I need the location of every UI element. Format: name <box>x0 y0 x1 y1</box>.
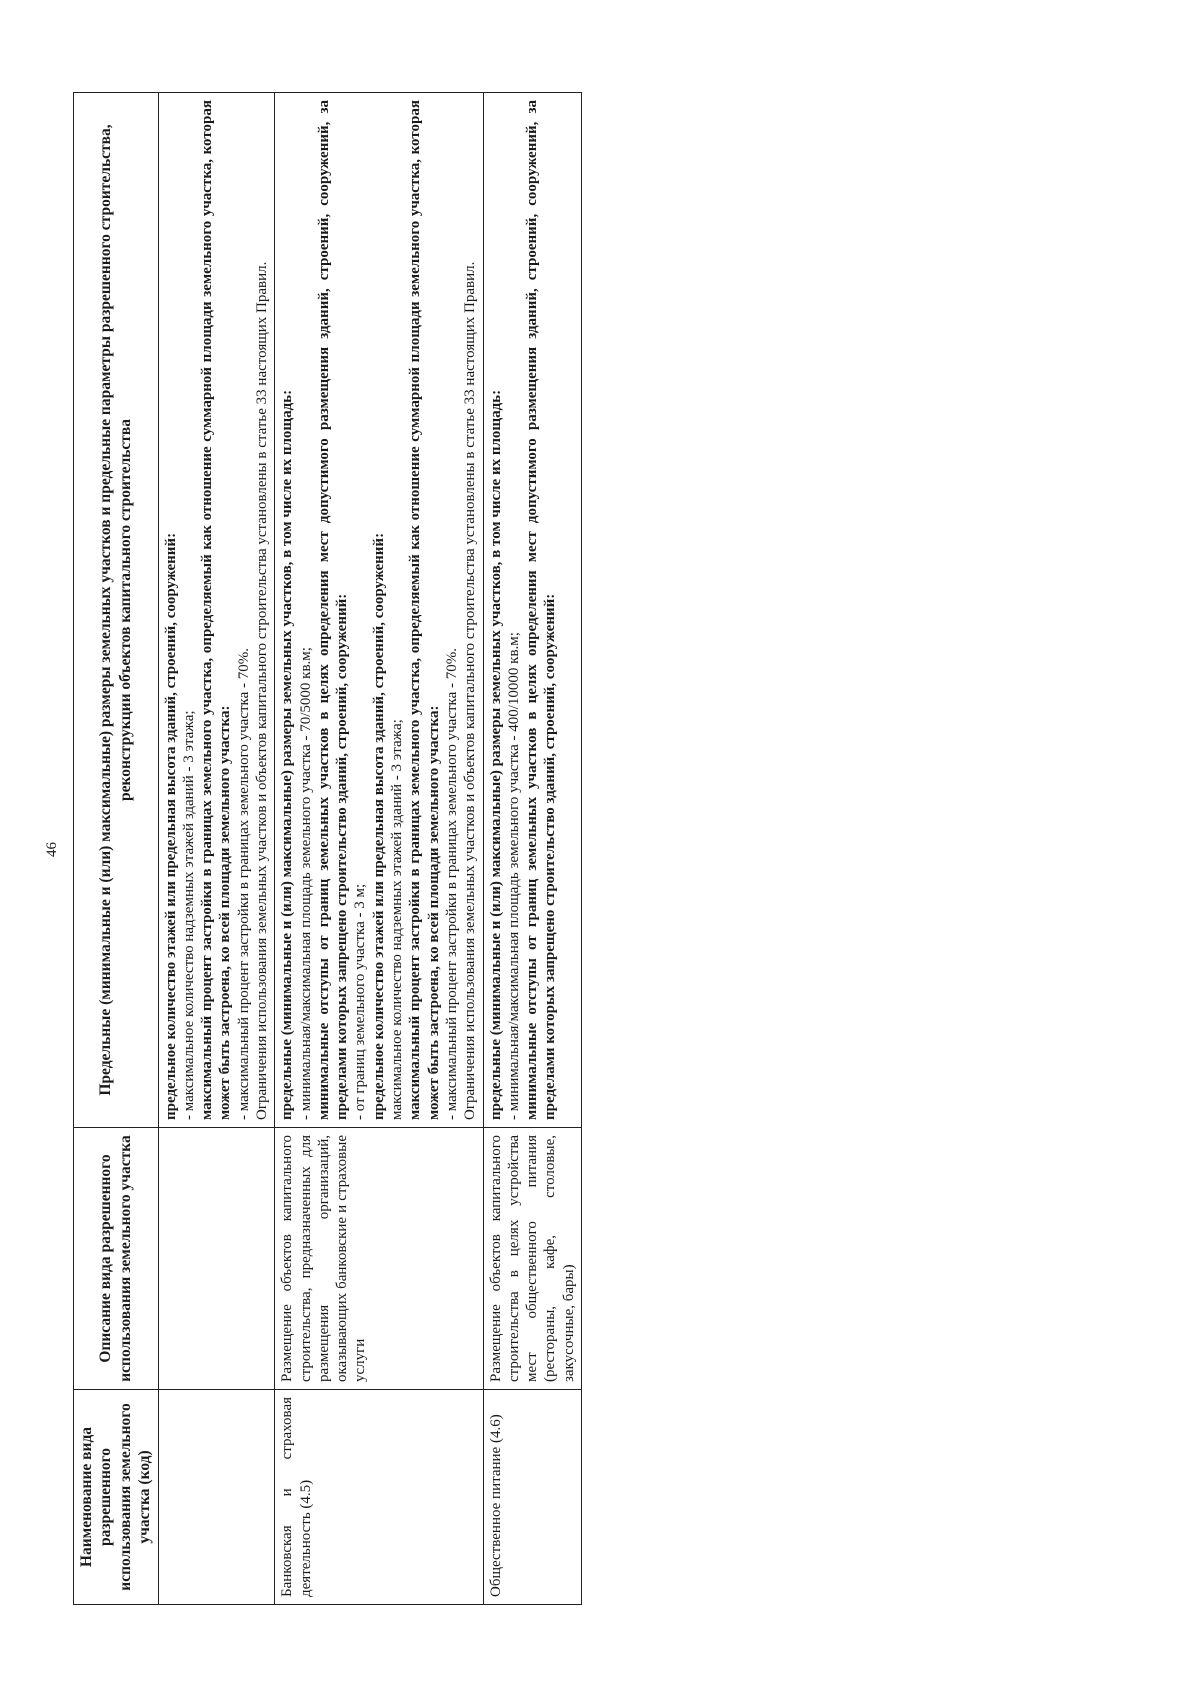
param-line: минимальные отступы от границ земельных участков в целях определения мест допустимого размещения зданий, строений, сооружений, за пределами которых запрещено строительство зданий, строений, сооружений: <box>315 100 351 1120</box>
table-row <box>158 93 275 1605</box>
param-line: минимальные отступы от границ земельных участков в целях определения мест допустимого размещения зданий, строений, сооружений, за пределами которых запрещено строительство зданий, строений, сооружений: <box>524 100 559 1120</box>
table-header-row <box>74 93 159 1605</box>
param-line: Ограничения использования земельных участков и объектов капитального строительства установлены в статье 33 настоящих Правил. <box>253 261 270 1120</box>
param-line: предельные (минимальные и (или) максимальные) размеры земельных участков, в том числе их площадь: <box>487 389 504 1120</box>
param-line: максимальный процент застройки в границах земельного участка, определяемый как отношение суммарной площади земельного участка, которая может быть застроена, ко всей площади земельного участка: <box>407 100 442 1120</box>
param-line: предельные (минимальные и (или) максимальные) размеры земельных участков, в том числе их площадь: <box>279 389 296 1120</box>
row-use-name: Общественное питание (4.6) <box>483 1390 581 1605</box>
header-use-description: Описание вида разрешенного использования земельного участка <box>74 1128 159 1390</box>
row-use-description: Размещение объектов капитального строительства, предназначенных для размещения организаций, оказывающих банковские и страховые услуги <box>275 1128 483 1390</box>
table-row <box>483 93 581 1605</box>
row-use-description: Размещение объектов капитального строительства в целях устройства мест общественного питания (рестораны, кафе, столовые, закусочные, бары) <box>483 1128 581 1390</box>
row-use-name <box>158 1390 275 1605</box>
param-line: - минимальная/максимальная площадь земельного участка - 400/10000 кв.м; <box>505 632 522 1120</box>
param-line: - максимальный процент застройки в границах земельного участка - 70%. <box>443 647 460 1120</box>
param-line: предельное количество этажей или предельная высота зданий, строений, сооружений: <box>370 532 387 1120</box>
param-line: максимальный процент застройки в границах земельного участка, определяемый как отношение суммарной площади земельного участка, которая может быть застроена, ко всей площади земельного участка: <box>199 100 234 1120</box>
param-line: - максимальное количество надземных этажей зданий - 3 этажа; <box>180 710 197 1120</box>
param-line: Ограничения использования земельных участков и объектов капитального строительства установлены в статье 33 настоящих Правил. <box>462 261 479 1120</box>
row-parameters <box>158 93 275 1128</box>
row-use-name: Банковская и страховая деятельность (4.5) <box>275 1390 483 1605</box>
header-use-name: Наименование вида разрешенного использования земельного участка (код) <box>74 1390 159 1605</box>
land-use-table <box>73 92 582 1605</box>
row-parameters <box>483 93 581 1128</box>
row-parameters <box>275 93 483 1128</box>
param-line: - от границ земельного участка - 3 м; <box>352 883 369 1120</box>
page-number: 46 <box>44 842 60 857</box>
header-parameters: Предельные (минимальные и (или) максимальные) размеры земельных участков и предельные параметры разрешенного строительства, реконструкции объектов капитального строительства <box>74 93 159 1128</box>
param-line: - максимальный процент застройки в границах земельного участка - 70%. <box>235 647 252 1120</box>
param-line: - минимальная/максимальная площадь земельного участка - 70/5000 кв.м; <box>297 647 314 1120</box>
row-use-description <box>158 1128 275 1390</box>
table-row <box>275 93 483 1605</box>
param-line: максимальное количество надземных этажей зданий - 3 этажа; <box>389 719 406 1120</box>
param-line: предельное количество этажей или предельная высота зданий, строений, сооружений: <box>162 532 179 1120</box>
